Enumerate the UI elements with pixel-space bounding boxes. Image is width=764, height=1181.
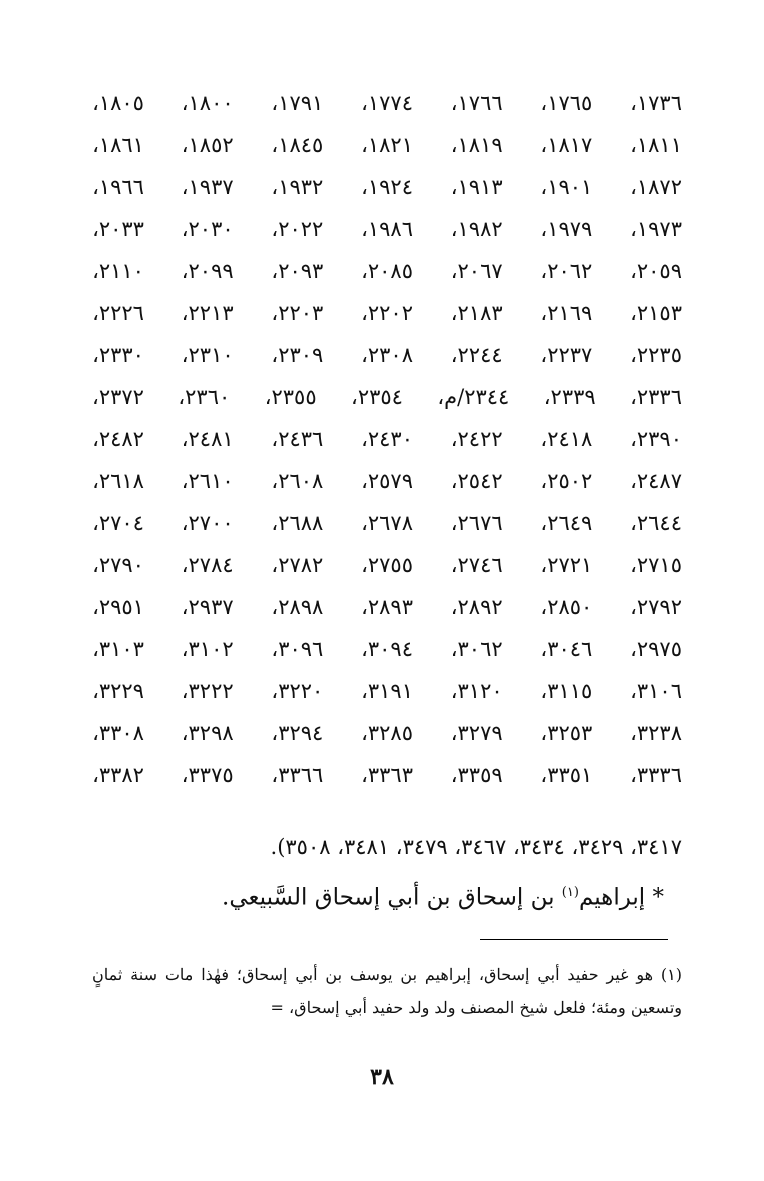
hadith-number: ٣٢٥٣، <box>540 721 593 745</box>
hadith-number: ٢٤١٨، <box>540 427 593 451</box>
number-row <box>92 124 682 166</box>
hadith-number: ٢٣٧٢، <box>92 385 144 409</box>
hadith-number: ١٩٣٧، <box>181 175 234 199</box>
hadith-number: ٣٣٨٢، <box>92 763 144 787</box>
number-row <box>92 418 682 460</box>
hadith-number: ٢٥٤٢، <box>450 469 503 493</box>
hadith-number: ٢٣٩٠، <box>630 427 682 451</box>
hadith-number: ٢٦١٠، <box>181 469 234 493</box>
number-row <box>92 628 682 670</box>
hadith-number: ٢٨٩٢، <box>450 595 503 619</box>
hadith-number: ١٨٠٥، <box>92 91 144 115</box>
footnote-separator <box>480 939 668 940</box>
number-row <box>92 334 682 376</box>
hadith-number: ٢١٥٣، <box>630 301 682 325</box>
hadith-number: ٢١٨٣، <box>450 301 503 325</box>
hadith-number: ٢١١٠، <box>92 259 144 283</box>
hadith-number: ٢٣٣٩، <box>543 385 596 409</box>
hadith-number: ٢٢٠٣، <box>271 301 324 325</box>
hadith-number: ٢٠٩٩، <box>181 259 234 283</box>
hadith-number: ٢٣٠٩، <box>271 343 324 367</box>
hadith-number: ١٧٦٥، <box>540 91 593 115</box>
hadith-number: ٣١٠٦، <box>630 679 682 703</box>
hadith-number: ٢٣٣٦، <box>630 385 682 409</box>
hadith-number: ٣٢٢٢، <box>181 679 234 703</box>
hadith-number: ٣٠٩٦، <box>271 637 324 661</box>
hadith-number: ٣١٠٣، <box>92 637 144 661</box>
hadith-number: ٢٦٧٨، <box>361 511 413 535</box>
hadith-number: ٢٩٧٥، <box>630 637 682 661</box>
hadith-number: ٢٧٠٤، <box>92 511 144 535</box>
hadith-number: ٣٣٦٦، <box>271 763 324 787</box>
hadith-number: ٢٠٣٣، <box>92 217 144 241</box>
number-row <box>92 376 682 418</box>
narrator-name: إبراهيم <box>578 884 646 911</box>
narrator-entry-heading <box>222 872 664 919</box>
hadith-number: ١٧٣٦، <box>630 91 682 115</box>
narrator-lineage: بن إسحاق بن أبي إسحاق السَّبيعي. <box>222 884 562 911</box>
hadith-number: ٢٩٥١، <box>92 595 144 619</box>
hadith-number: ٣٢٩٨، <box>181 721 234 745</box>
hadith-number: ٣٣٥٩، <box>450 763 503 787</box>
hadith-number: ٢٧٥٥، <box>361 553 413 577</box>
hadith-number: ١٩٦٦، <box>92 175 144 199</box>
hadith-number: ٢٣٥٤، <box>351 385 403 409</box>
number-row <box>92 754 682 796</box>
hadith-number: ٢٠٦٢، <box>540 259 593 283</box>
hadith-number: ٢٤٨٧، <box>630 469 682 493</box>
hadith-number: ٢٧٨٢، <box>271 553 324 577</box>
hadith-number: ١٨٦١، <box>92 133 144 157</box>
hadith-number: ١٩٨٢، <box>450 217 503 241</box>
hadith-number: ١٨٧٢، <box>630 175 682 199</box>
hadith-number: ٣٣٧٥، <box>181 763 234 787</box>
hadith-number: ١٧٧٤، <box>361 91 413 115</box>
hadith-number: ١٨١١، <box>630 133 682 157</box>
hadith-number: ٣٣٥١، <box>540 763 593 787</box>
hadith-number: ١٩٧٣، <box>630 217 682 241</box>
number-row <box>92 208 682 250</box>
hadith-number: ٢٩٣٧، <box>181 595 234 619</box>
hadith-number: ٢٦٧٦، <box>450 511 503 535</box>
hadith-number: ٢٣١٠، <box>181 343 234 367</box>
hadith-number: ٣٢٧٩، <box>450 721 503 745</box>
hadith-number: ٢٣٤٤/م، <box>437 385 510 409</box>
hadith-number: ٢٧٤٦، <box>450 553 503 577</box>
hadith-number: ٢٢١٣، <box>181 301 234 325</box>
hadith-number: ٣٣٣٦، <box>630 763 682 787</box>
hadith-number-grid <box>92 82 682 796</box>
hadith-number: ١٨٤٥، <box>271 133 324 157</box>
page-number: ٣٨ <box>370 1064 394 1090</box>
hadith-number: ١٩٢٤، <box>361 175 413 199</box>
hadith-number: ٣٢٢٩، <box>92 679 144 703</box>
hadith-number: ٢٢٣٥، <box>630 343 682 367</box>
hadith-number: ٢٢٣٧، <box>540 343 593 367</box>
hadith-number: ٢٣٣٠، <box>92 343 144 367</box>
hadith-number: ٢٣٦٠، <box>178 385 231 409</box>
number-row <box>92 250 682 292</box>
hadith-number: ٢٢٤٤، <box>450 343 503 367</box>
number-row <box>92 544 682 586</box>
number-row <box>92 502 682 544</box>
hadith-number: ٢٢٠٢، <box>361 301 413 325</box>
hadith-number: ٣٠٩٤، <box>361 637 413 661</box>
hadith-number: ٢٧١٥، <box>630 553 682 577</box>
hadith-number: ٢٠٨٥، <box>361 259 413 283</box>
hadith-number: ٣٢٢٠، <box>271 679 324 703</box>
hadith-number: ٢٤٨٢، <box>92 427 144 451</box>
hadith-number: ٣٣٦٣، <box>361 763 413 787</box>
hadith-number: ١٩٨٦، <box>361 217 413 241</box>
hadith-number: ٣١٢٠، <box>450 679 503 703</box>
hadith-number: ٢٧٨٤، <box>181 553 234 577</box>
hadith-number: ٣٠٦٢، <box>450 637 503 661</box>
hadith-number: ٢٠٩٣، <box>271 259 324 283</box>
hadith-number: ١٨٠٠، <box>181 91 234 115</box>
hadith-number: ٢٤٨١، <box>181 427 234 451</box>
number-list-closing-line: ٣٤١٧، ٣٤٢٩، ٣٤٣٤، ٣٤٦٧، ٣٤٧٩، ٣٤٨١، ٣٥٠٨). <box>270 835 682 859</box>
hadith-number: ٢٠٢٢، <box>271 217 324 241</box>
hadith-number: ٣٣٠٨، <box>92 721 144 745</box>
hadith-number: ١٨١٧، <box>540 133 593 157</box>
hadith-number: ٢٨٥٠، <box>540 595 593 619</box>
hadith-number: ١٧٦٦، <box>450 91 503 115</box>
hadith-number: ٢٥٠٢، <box>540 469 593 493</box>
hadith-number: ٢٤٢٢، <box>450 427 503 451</box>
number-row <box>92 712 682 754</box>
hadith-number: ٢٦٨٨، <box>271 511 324 535</box>
hadith-number: ٣٢٣٨، <box>630 721 682 745</box>
hadith-number: ٣١١٥، <box>540 679 593 703</box>
hadith-number: ٢٣٥٥، <box>264 385 317 409</box>
hadith-number: ١٩١٣، <box>450 175 503 199</box>
number-row <box>92 460 682 502</box>
hadith-number: ٢٤٣٦، <box>271 427 324 451</box>
hadith-number: ٢٥٧٩، <box>361 469 413 493</box>
hadith-number: ٢٧٩٠، <box>92 553 144 577</box>
number-row <box>92 82 682 124</box>
number-row <box>92 292 682 334</box>
hadith-number: ٢٠٣٠، <box>181 217 234 241</box>
hadith-number: ١٩٠١، <box>540 175 593 199</box>
hadith-number: ١٨٢١، <box>361 133 413 157</box>
hadith-number: ١٩٧٩، <box>540 217 593 241</box>
hadith-number: ١٨١٩، <box>450 133 503 157</box>
hadith-number: ١٨٥٢، <box>181 133 234 157</box>
hadith-number: ٢٧٢١، <box>540 553 593 577</box>
hadith-number: ٢٤٣٠، <box>361 427 413 451</box>
hadith-number: ٣١٩١، <box>361 679 413 703</box>
hadith-number: ١٧٩١، <box>271 91 324 115</box>
entry-marker: * <box>652 884 664 911</box>
hadith-number: ٣٢٩٤، <box>271 721 324 745</box>
footnote-text: (١) هو غير حفيد أبي إسحاق، إبراهيم بن يوسف بن أبي إسحاق؛ فهٰذا مات سنة ثمانٍ وتسعين ومئة؛ فلعل شيخ المصنف ولد ولد حفيد أبي إسحاق، = <box>92 965 682 1017</box>
hadith-number: ٢٧٩٢، <box>630 595 682 619</box>
hadith-number: ٢٦٠٨، <box>271 469 324 493</box>
hadith-number: ٢٢٢٦، <box>92 301 144 325</box>
hadith-number: ٢٦٤٤، <box>630 511 682 535</box>
hadith-number: ٣١٠٢، <box>181 637 234 661</box>
hadith-number: ٢٧٠٠، <box>181 511 234 535</box>
hadith-number: ٢٦٤٩، <box>540 511 593 535</box>
hadith-number: ٣٠٤٦، <box>540 637 593 661</box>
hadith-number: ٢٨٩٨، <box>271 595 324 619</box>
footnote-reference: (١) <box>561 885 579 900</box>
hadith-number: ٢٠٦٧، <box>450 259 503 283</box>
hadith-number: ١٩٣٢، <box>271 175 324 199</box>
number-row <box>92 670 682 712</box>
hadith-number: ٢٣٠٨، <box>361 343 413 367</box>
hadith-number: ٢٠٥٩، <box>630 259 682 283</box>
hadith-number: ٣٢٨٥، <box>361 721 413 745</box>
number-row <box>92 166 682 208</box>
number-row <box>92 586 682 628</box>
hadith-number: ٢٨٩٣، <box>361 595 413 619</box>
hadith-number: ٢٦١٨، <box>92 469 144 493</box>
hadith-number: ٢١٦٩، <box>540 301 593 325</box>
